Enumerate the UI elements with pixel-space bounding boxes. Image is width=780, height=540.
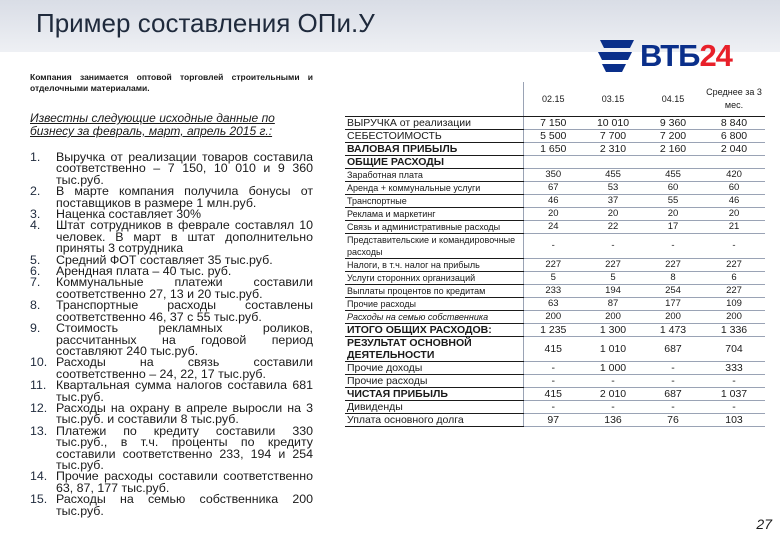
row-label: Дивиденды <box>345 401 523 414</box>
table-row <box>345 169 765 182</box>
fact-item <box>30 220 313 254</box>
logo-text: ВТБ <box>640 38 700 73</box>
fact-text: Выручка от реализации товаров составила соответственно – 7 150, 10 010 и 9 360 тыс.руб. <box>56 150 313 187</box>
row-value: 63 <box>523 298 583 311</box>
row-value: 6 800 <box>703 130 765 143</box>
fact-number: 11. <box>30 378 47 393</box>
row-value: 5 <box>583 272 643 285</box>
row-value: - <box>643 401 703 414</box>
row-value: 227 <box>523 259 583 272</box>
logo-number: 24 <box>699 38 732 73</box>
row-value: - <box>703 375 765 388</box>
row-label: Аренда + коммунальные услуги <box>345 182 523 195</box>
row-value: - <box>523 362 583 375</box>
fact-number: 1. <box>30 150 41 164</box>
pnl-table <box>345 82 765 427</box>
table-row <box>345 156 765 169</box>
row-value: 415 <box>523 337 583 362</box>
row-label: Прочие расходы <box>345 298 523 311</box>
table-row <box>345 311 765 324</box>
facts-list <box>30 152 313 517</box>
row-value: 22 <box>583 221 643 234</box>
fact-number: 4. <box>30 218 41 233</box>
row-value: 21 <box>703 221 765 234</box>
fact-number: 9. <box>30 321 41 336</box>
row-value: 46 <box>523 195 583 208</box>
fact-item <box>30 186 313 209</box>
table-header-cell: Среднее за 3 мес. <box>703 82 765 117</box>
row-value: 9 360 <box>643 117 703 130</box>
row-value: 103 <box>703 414 765 427</box>
table-row <box>345 337 765 362</box>
fact-item <box>30 471 313 494</box>
row-value: - <box>703 401 765 414</box>
row-label: Налоги, в т.ч. налог на прибыль <box>345 259 523 272</box>
row-value: - <box>643 362 703 375</box>
row-value: 7 700 <box>583 130 643 143</box>
fact-text: Наценка составляет 30% <box>56 207 202 222</box>
row-label: Связь и административные расходы <box>345 221 523 234</box>
fact-item <box>30 152 313 186</box>
fact-number: 15. <box>30 492 48 507</box>
table-row <box>345 259 765 272</box>
row-value: 20 <box>643 208 703 221</box>
row-label: ВАЛОВАЯ ПРИБЫЛЬ <box>345 143 523 156</box>
table-row <box>345 401 765 414</box>
row-value: 20 <box>523 208 583 221</box>
fact-number: 2. <box>30 184 41 199</box>
fact-text: Стоимость рекламных роликов, рассчитанных на годовой период составляют 240 тыс.руб. <box>56 321 313 358</box>
row-value: 227 <box>703 285 765 298</box>
row-value: 46 <box>703 195 765 208</box>
table-row <box>345 414 765 427</box>
row-value: 687 <box>643 337 703 362</box>
fact-item <box>30 357 313 380</box>
row-value: 1 336 <box>703 324 765 337</box>
fact-number: 3. <box>30 207 41 222</box>
row-value: 177 <box>643 298 703 311</box>
row-value: 1 235 <box>523 324 583 337</box>
fact-item <box>30 400 313 427</box>
table-header-row <box>345 82 765 117</box>
row-value: 8 840 <box>703 117 765 130</box>
row-label: ИТОГО ОБЩИХ РАСХОДОВ: <box>345 324 523 337</box>
row-value: 20 <box>583 208 643 221</box>
company-description: Компания занимается оптовой торговлей строительными и отделочными материалами. <box>30 72 313 93</box>
row-value: 687 <box>643 388 703 401</box>
row-label: Выплаты процентов по кредитам <box>345 285 523 298</box>
fact-number: 10. <box>30 355 48 370</box>
row-value <box>703 156 765 169</box>
row-value: 1 037 <box>703 388 765 401</box>
fact-text: Транспортные расходы составлены соответственно 46, 37 с 55 тыс.руб. <box>56 298 313 324</box>
row-value: 60 <box>703 182 765 195</box>
row-value: 109 <box>703 298 765 311</box>
vtb-logo <box>596 34 756 78</box>
row-value: 87 <box>583 298 643 311</box>
row-label: ВЫРУЧКА от реализации <box>345 117 523 130</box>
fact-text: Прочие расходы составили соответственно 63, 87, 177 тыс.руб. <box>56 469 313 495</box>
fact-text: Расходы на семью собственника 200 тыс.руб. <box>56 492 313 518</box>
row-label: Прочие расходы <box>345 375 523 388</box>
row-value: 2 160 <box>643 143 703 156</box>
row-value: 1 473 <box>643 324 703 337</box>
row-value: - <box>583 401 643 414</box>
row-value: - <box>643 234 703 259</box>
row-value: 455 <box>583 169 643 182</box>
table-row <box>345 195 765 208</box>
fact-number: 5. <box>30 252 41 267</box>
table-row <box>345 272 765 285</box>
row-label: РЕЗУЛЬТАТ ОСНОВНОЙ ДЕЯТЕЛЬНОСТИ <box>345 337 523 362</box>
row-value: 200 <box>583 311 643 324</box>
fact-text: Штат сотрудников в феврале составлял 10 человек. В март в штат дополнительно приняты 3 сотрудника <box>56 218 313 256</box>
fact-number: 6. <box>30 264 41 279</box>
fact-item <box>30 300 313 323</box>
row-value: 1 300 <box>583 324 643 337</box>
row-value: 254 <box>643 285 703 298</box>
table-header-cell: 03.15 <box>583 82 643 117</box>
row-value: 227 <box>583 259 643 272</box>
left-column <box>30 72 313 517</box>
table-row <box>345 324 765 337</box>
row-value: 2 040 <box>703 143 765 156</box>
row-value: 227 <box>643 259 703 272</box>
table-header-cell: 04.15 <box>643 82 703 117</box>
row-label: Реклама и маркетинг <box>345 208 523 221</box>
row-value <box>523 156 583 169</box>
row-value: 20 <box>703 208 765 221</box>
fact-number: 12. <box>30 400 48 415</box>
row-value: 60 <box>643 182 703 195</box>
table-row <box>345 117 765 130</box>
table-row <box>345 130 765 143</box>
row-value: 76 <box>643 414 703 427</box>
row-label: СЕБЕСТОИМОСТЬ <box>345 130 523 143</box>
row-value: 227 <box>703 259 765 272</box>
row-value: 420 <box>703 169 765 182</box>
table-row <box>345 208 765 221</box>
row-value: 24 <box>523 221 583 234</box>
row-value: 8 <box>643 272 703 285</box>
known-heading: Известны следующие исходные данные по бизнесу за февраль, март, апрель 2015 г.: <box>30 111 275 138</box>
row-value: - <box>583 375 643 388</box>
row-value: 455 <box>643 169 703 182</box>
table-row <box>345 143 765 156</box>
row-value: 6 <box>703 272 765 285</box>
row-value: 194 <box>583 285 643 298</box>
fact-number: 13. <box>30 423 48 438</box>
row-value: 200 <box>523 311 583 324</box>
fact-number: 14. <box>30 469 48 484</box>
vtb-logo-icon <box>596 36 638 76</box>
fact-item <box>30 423 313 472</box>
row-value: 233 <box>523 285 583 298</box>
row-value: 55 <box>643 195 703 208</box>
fact-text: Арендная плата – 40 тыс. руб. <box>56 264 232 279</box>
row-value: 350 <box>523 169 583 182</box>
row-value: 5 500 <box>523 130 583 143</box>
row-value: - <box>523 401 583 414</box>
table-row <box>345 285 765 298</box>
fact-number: 7. <box>30 275 41 290</box>
row-value: - <box>643 375 703 388</box>
table-row <box>345 362 765 375</box>
row-value: 17 <box>643 221 703 234</box>
row-value: 97 <box>523 414 583 427</box>
table-row <box>345 221 765 234</box>
row-value: 37 <box>583 195 643 208</box>
fact-text: В марте компания получила бонусы от поставщиков в размере 1 млн.руб. <box>56 184 313 210</box>
row-label: Уплата основного долга <box>345 414 523 427</box>
table-row <box>345 182 765 195</box>
row-value: 53 <box>583 182 643 195</box>
row-value <box>643 156 703 169</box>
row-value: 7 150 <box>523 117 583 130</box>
row-value: 1 010 <box>583 337 643 362</box>
row-label: Представительские и командировочные расходы <box>345 234 523 259</box>
fact-item <box>30 277 313 300</box>
row-value: - <box>703 234 765 259</box>
table-row <box>345 234 765 259</box>
fact-item <box>30 380 313 403</box>
table-row <box>345 375 765 388</box>
table-header-cell: 02.15 <box>523 82 583 117</box>
row-value: 7 200 <box>643 130 703 143</box>
row-value: 10 010 <box>583 117 643 130</box>
row-value: 704 <box>703 337 765 362</box>
slide-title: Пример составления ОПи.У <box>36 8 375 38</box>
row-value <box>583 156 643 169</box>
row-label: Заработная плата <box>345 169 523 182</box>
pnl-table-wrap <box>345 82 765 427</box>
row-label: Транспортные <box>345 195 523 208</box>
row-label: ОБЩИЕ РАСХОДЫ <box>345 156 523 169</box>
fact-number: 8. <box>30 298 41 313</box>
row-value: 2 010 <box>583 388 643 401</box>
fact-item <box>30 494 313 517</box>
row-value: 415 <box>523 388 583 401</box>
fact-text: Расходы на связь составили соответственно – 24, 22, 17 тыс.руб. <box>56 355 313 381</box>
row-value: - <box>523 375 583 388</box>
row-value: 1 650 <box>523 143 583 156</box>
row-value: 200 <box>703 311 765 324</box>
row-value: 5 <box>523 272 583 285</box>
fact-text: Коммунальные платежи составили соответственно 27, 13 и 20 тыс.руб. <box>56 275 313 301</box>
row-value: 136 <box>583 414 643 427</box>
row-label: Прочие доходы <box>345 362 523 375</box>
row-label: Услуги сторонних организаций <box>345 272 523 285</box>
fact-text: Расходы на охрану в апреле выросли на 3 тыс.руб. и составили 8 тыс.руб. <box>56 400 313 427</box>
row-value: 200 <box>643 311 703 324</box>
row-value: - <box>583 234 643 259</box>
row-value: - <box>523 234 583 259</box>
row-value: 1 000 <box>583 362 643 375</box>
page-number: 27 <box>756 516 772 532</box>
table-row <box>345 298 765 311</box>
row-value: 333 <box>703 362 765 375</box>
row-label: ЧИСТАЯ ПРИБЫЛЬ <box>345 388 523 401</box>
row-label: Расходы на семью собственника <box>345 311 523 324</box>
row-value: 2 310 <box>583 143 643 156</box>
fact-text: Квартальная сумма налогов составила 681 тыс.руб. <box>56 378 313 404</box>
row-value: 67 <box>523 182 583 195</box>
table-header-cell <box>345 82 523 117</box>
fact-text: Средний ФОТ составляет 35 тыс.руб. <box>56 252 273 267</box>
fact-text: Платежи по кредиту составили 330 тыс.руб., в т.ч. проценты по кредиту составили соответственно 233, 194 и 254 тыс.руб. <box>56 423 313 472</box>
table-row <box>345 388 765 401</box>
fact-item <box>30 323 313 357</box>
